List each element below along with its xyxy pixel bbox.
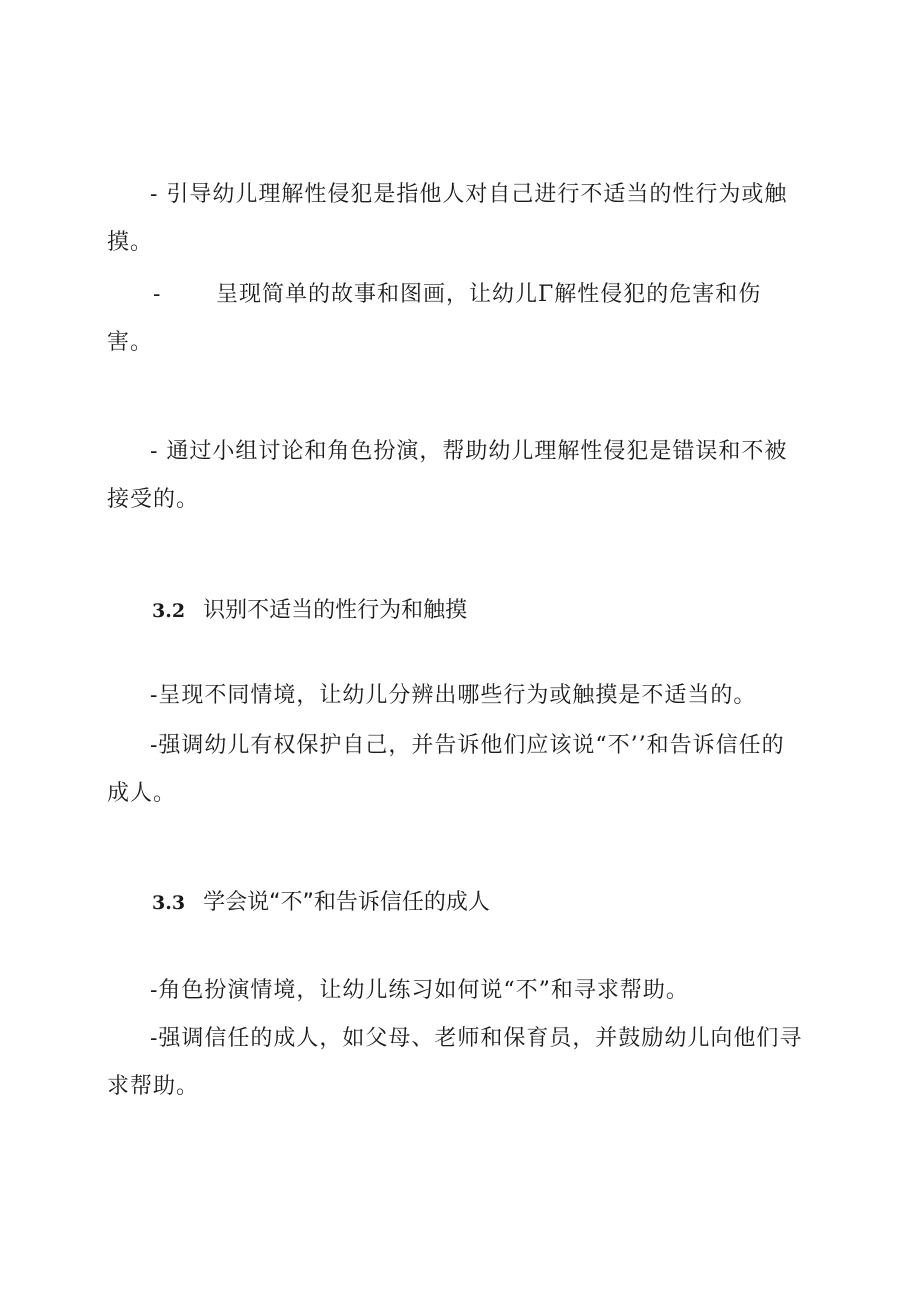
paragraph-2-dash: - [153, 282, 162, 307]
section-3-2-item-2-line-2: 成人。 [107, 781, 177, 806]
paragraph-3-line-1: - 通过小组讨论和角色扮演，帮助幼儿理解性侵犯是错误和不被 [150, 439, 788, 464]
paragraph-1-line-2: 摸。 [107, 230, 154, 255]
section-3-3-heading [152, 888, 490, 918]
section-3-3-item-1: -角色扮演情境，让幼儿练习如何说“不”和寻求帮助。 [150, 978, 689, 1003]
section-3-2-item-2-line-1: -强调幼儿有权保护自己，并告诉他们应该说“不’’和告诉信任的 [150, 733, 785, 758]
section-number: 3.3 [152, 892, 186, 914]
section-number: 3.2 [152, 600, 186, 622]
paragraph-3-line-2: 接受的。 [107, 487, 200, 512]
paragraph-1-line-1: - 引导幼儿理解性侵犯是指他人对自己进行不适当的性行为或触 [150, 182, 788, 207]
section-3-2-heading [152, 596, 467, 626]
paragraph-2-line-1: 呈现简单的故事和图画，让幼儿Γ解性侵犯的危害和伤 [216, 282, 762, 307]
section-3-2-item-1: -呈现不同情境，让幼儿分辨出哪些行为或触摸是不适当的。 [150, 683, 757, 708]
section-title: 学会说“不”和告诉信任的成人 [203, 890, 490, 915]
section-title: 识别不适当的性行为和触摸 [203, 598, 468, 623]
section-3-3-item-2-line-2: 求帮助。 [107, 1074, 200, 1099]
paragraph-2-line-2: 害。 [107, 330, 154, 355]
section-3-3-item-2-line-1: -强调信任的成人，如父母、老师和保育员，并鼓励幼儿向他们寻 [150, 1026, 803, 1051]
